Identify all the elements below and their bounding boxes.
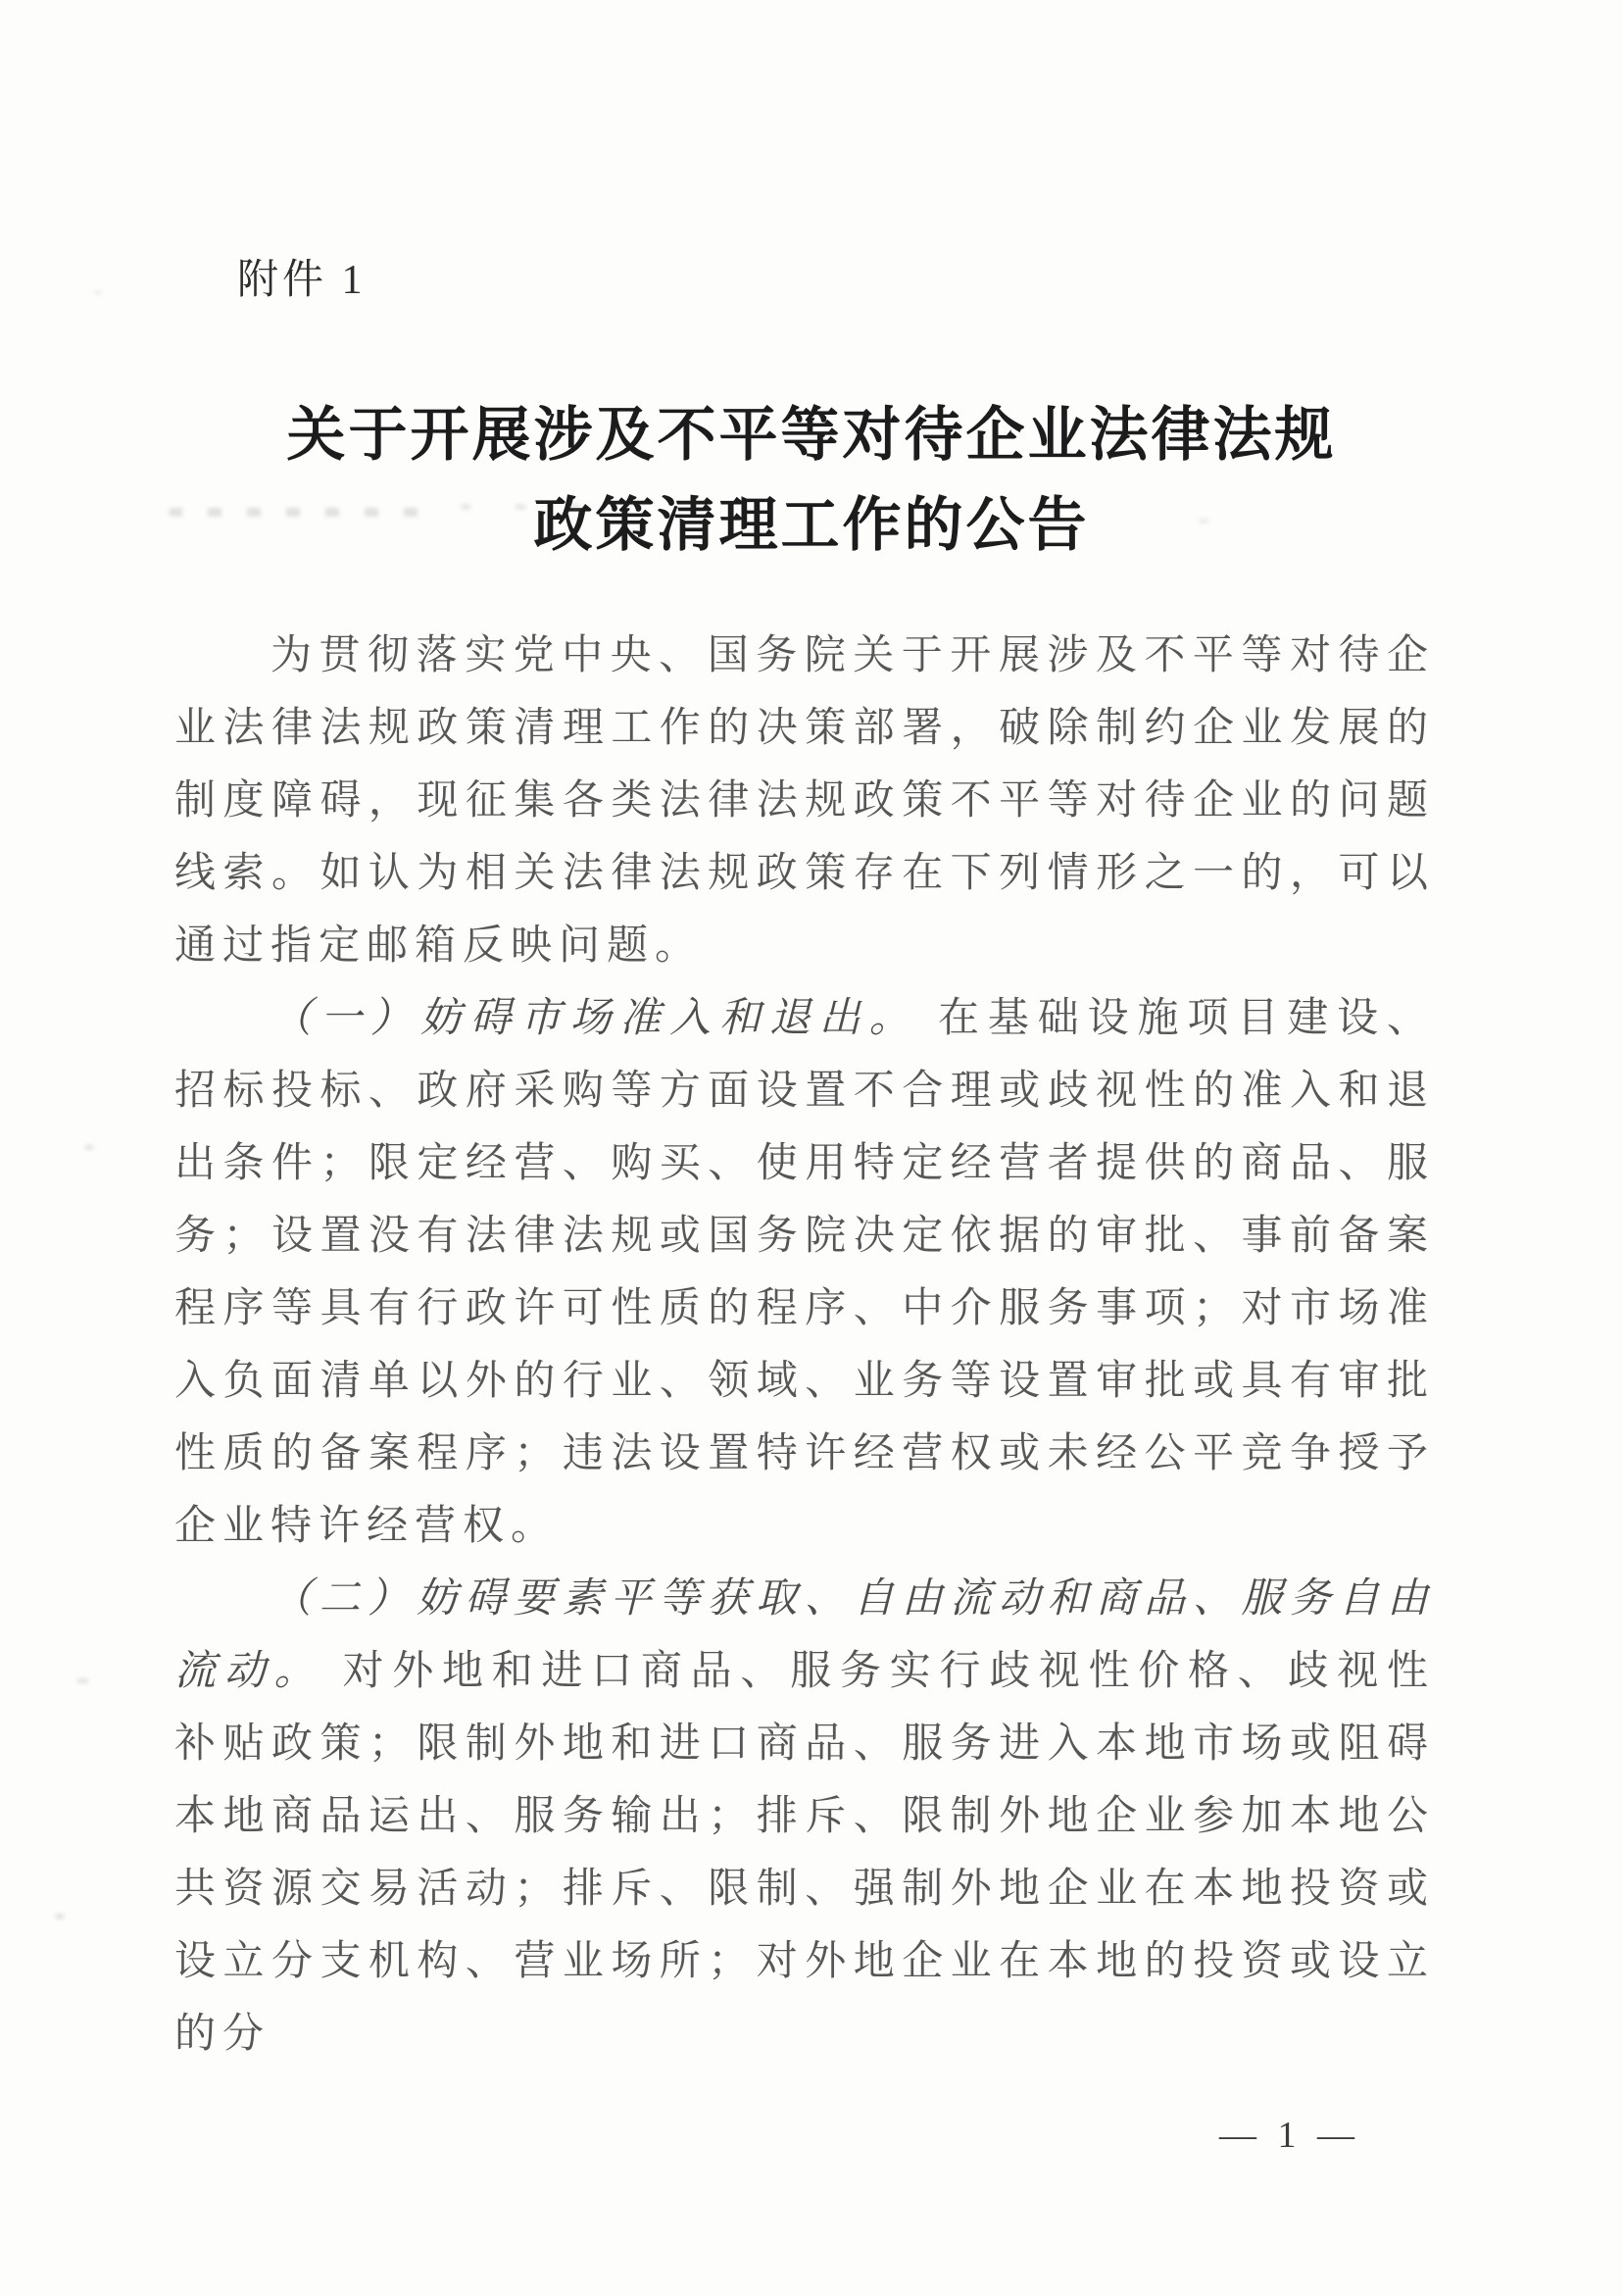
paragraph-intro <box>174 620 1435 982</box>
scan-speck <box>94 290 102 295</box>
scan-speck <box>55 1914 65 1920</box>
paragraph-item-1 <box>174 982 1435 1563</box>
scan-speck <box>76 1678 89 1683</box>
document-body <box>174 620 1435 2071</box>
title-line-1: 关于开展涉及不平等对待企业法律法规 <box>286 403 1337 468</box>
scan-speck <box>84 1145 94 1150</box>
paragraph-lead: （一）妨碍市场准入和退出。 <box>270 996 919 1041</box>
attachment-label: 附件 1 <box>237 258 367 303</box>
paragraph-text: 在基础设施项目建设、招标投标、政府采购等方面设置不合理或歧视性的准入和退出条件；限定经营、购买、使用特定经营者提供的商品、服务；设置没有法律法规或国务院决定依据的审批、事前备案程序等具有行政许可性质的程序、中介服务事项；对市场准入负面清单以外的行业、领域、业务等设置审批或具有审批性质的备案程序；违法设置特许经营权或未经公平竞争授予企业特许经营权。 <box>174 996 1435 1549</box>
page-number: — 1 — <box>1219 2115 1360 2156</box>
paragraph-text: 对外地和进口商品、服务实行歧视性价格、歧视性补贴政策；限制外地和进口商品、服务进入本地市场或阻碍本地商品运出、服务输出；排斥、限制外地企业参加本地公共资源交易活动；排斥、限制、强制外地企业在本地投资或设立分支机构、营业场所；对外地企业在本地的投资或设立的分 <box>174 1649 1435 2057</box>
scan-smudge <box>169 508 433 517</box>
paragraph-text: 为贯彻落实党中央、国务院关于开展涉及不平等对待企业法律法规政策清理工作的决策部署，破除制约企业发展的制度障碍，现征集各类法律法规政策不平等对待企业的问题线索。如认为相关法律法规政策存在下列情形之一的，可以通过指定邮箱反映问题。 <box>174 633 1435 969</box>
paragraph-item-2 <box>174 1563 1435 2071</box>
title-line-2: 政策清理工作的公告 <box>533 493 1090 558</box>
paragraph-lead: （二）妨碍要素平等获取、自由流动和商品、服务自由流动。 <box>174 1576 1435 1694</box>
document-title <box>0 390 1623 571</box>
scan-speck <box>1198 519 1209 524</box>
scan-smudge <box>461 504 617 510</box>
